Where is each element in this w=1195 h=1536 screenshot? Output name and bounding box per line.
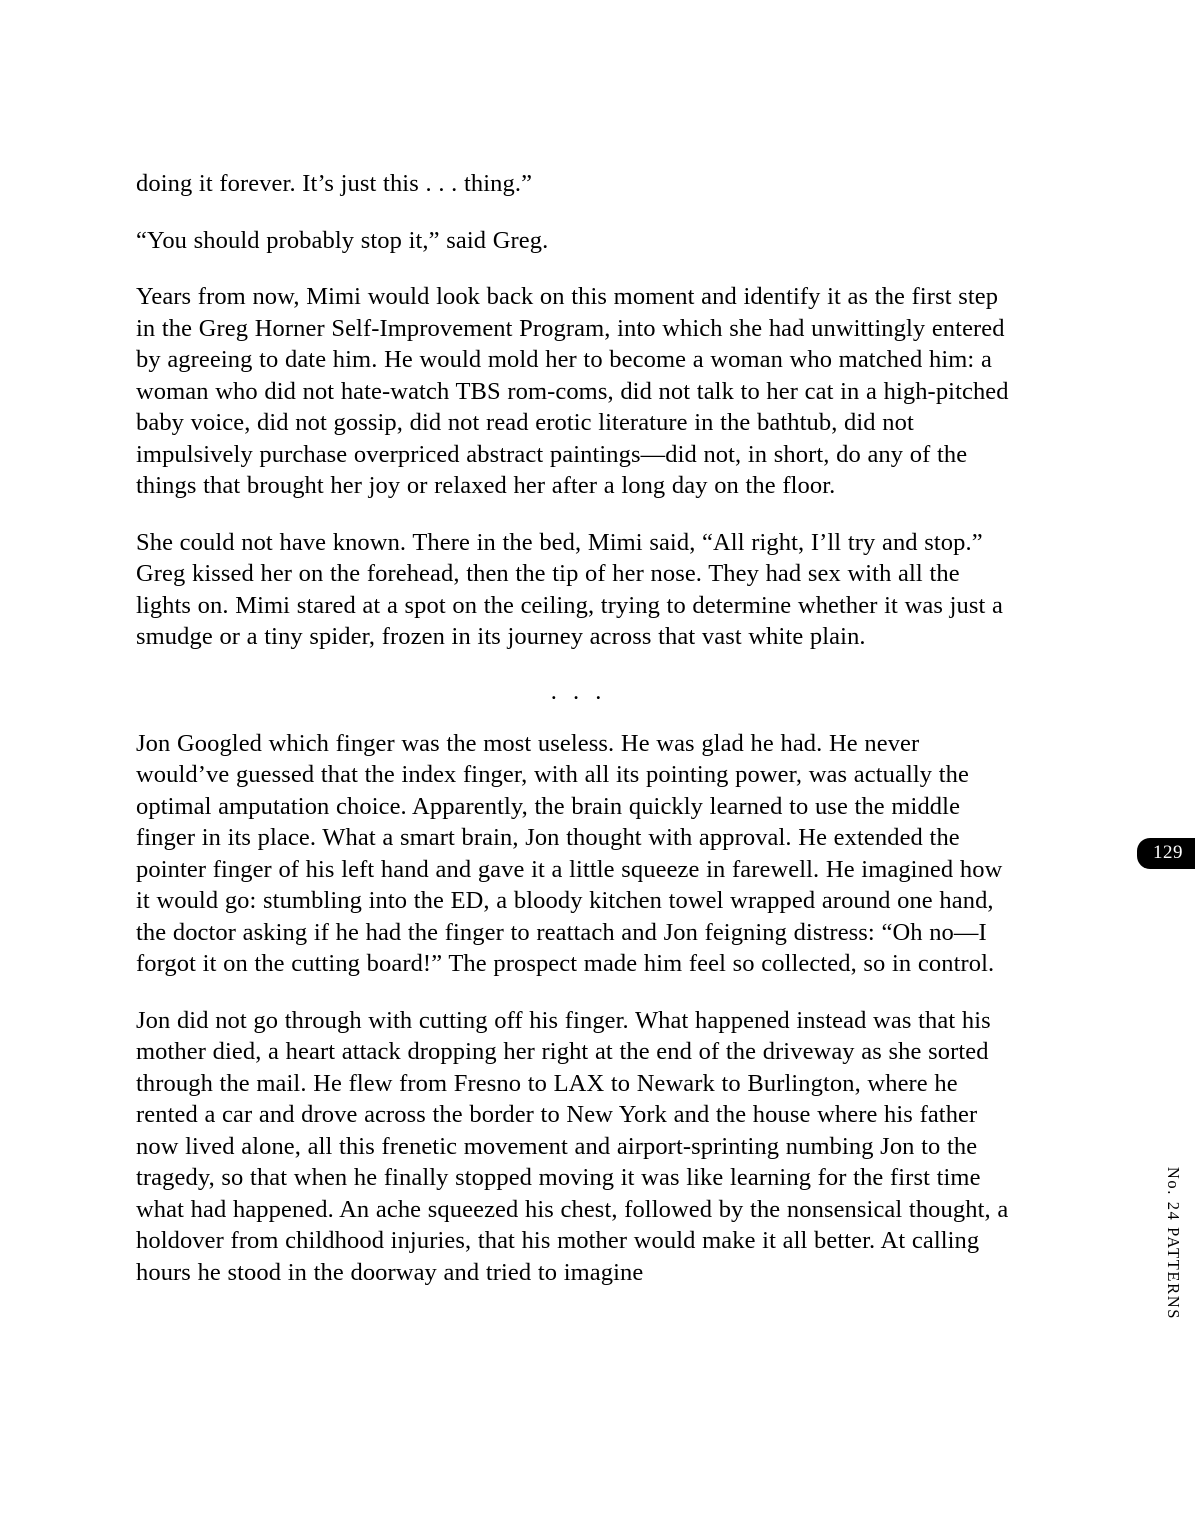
scene-break-ornament: . . . [550,677,607,705]
body-text-column [136,168,1016,1288]
paragraph: Jon Googled which finger was the most useless. He was glad he had. He never would’ve guessed that the index finger, with all its pointing power, was actually the optimal amputation choice. Apparently, the brain quickly learned to use the middle finger in its place. What a smart brain, Jon thought with approval. He extended the pointer finger of his left hand and gave it a little squeeze in farewell. He imagined how it would go: stumbling into the ED, a bloody kitchen towel wrapped around one hand, the doctor asking if he had the finger to reattach and Jon feigning distress: “Oh no—I forgot it on the cutting board!” The prospect made him feel so collected, so in control. [136,729,1003,977]
paragraph: Years from now, Mimi would look back on this moment and identify it as the first step in the Greg Horner Self-Improvement Program, into which she had unwittingly entered by agreeing to date him. He would mold her to become a woman who matched him: a woman who did not hate-watch TBS rom-coms, did not talk to her cat in a high-pitched baby voice, did not gossip, did not read erotic literature in the bathtub, did not impulsively purchase overpriced abstract paintings—did not, in short, do any of the things that brought her joy or relaxed her after a long day on the floor. [136,283,1009,499]
running-head: No. 24 PATTERNS [1164,1166,1183,1320]
paragraph: “You should probably stop it,” said Greg. [136,226,549,254]
paragraph: She could not have known. There in the bed, Mimi said, “All right, I’ll try and stop.” Greg kissed her on the forehead, then the tip of her nose. They had sex with all the lights on. Mimi stared at a spot on the ceiling, trying to determine whether it was just a smudge or a tiny spider, frozen in its journey across that vast white plain. [136,528,1004,650]
side-marginalia [1147,660,1183,1320]
paragraph: doing it forever. It’s just this . . . thing.” [136,170,533,197]
page-number-tab: 129 [1137,838,1195,869]
paragraph: Jon did not go through with cutting off his finger. What happened instead was that his mother died, a heart attack dropping her right at the end of the driveway as she sorted through the mail. He flew from Fresno to LAX to Newark to Burlington, where he rented a car and drove across the border to New York and the house where his father now lived alone, all this frenetic movement and airport-sprinting numbing Jon to the tragedy, so that when he finally stopped moving it was like learning for the first time what had happened. An ache squeezed his chest, followed by the nonsensical thought, a holdover from childhood injuries, that his mother would make it all better. At calling hours he stood in the doorway and tried to imagine [136,1006,1009,1286]
